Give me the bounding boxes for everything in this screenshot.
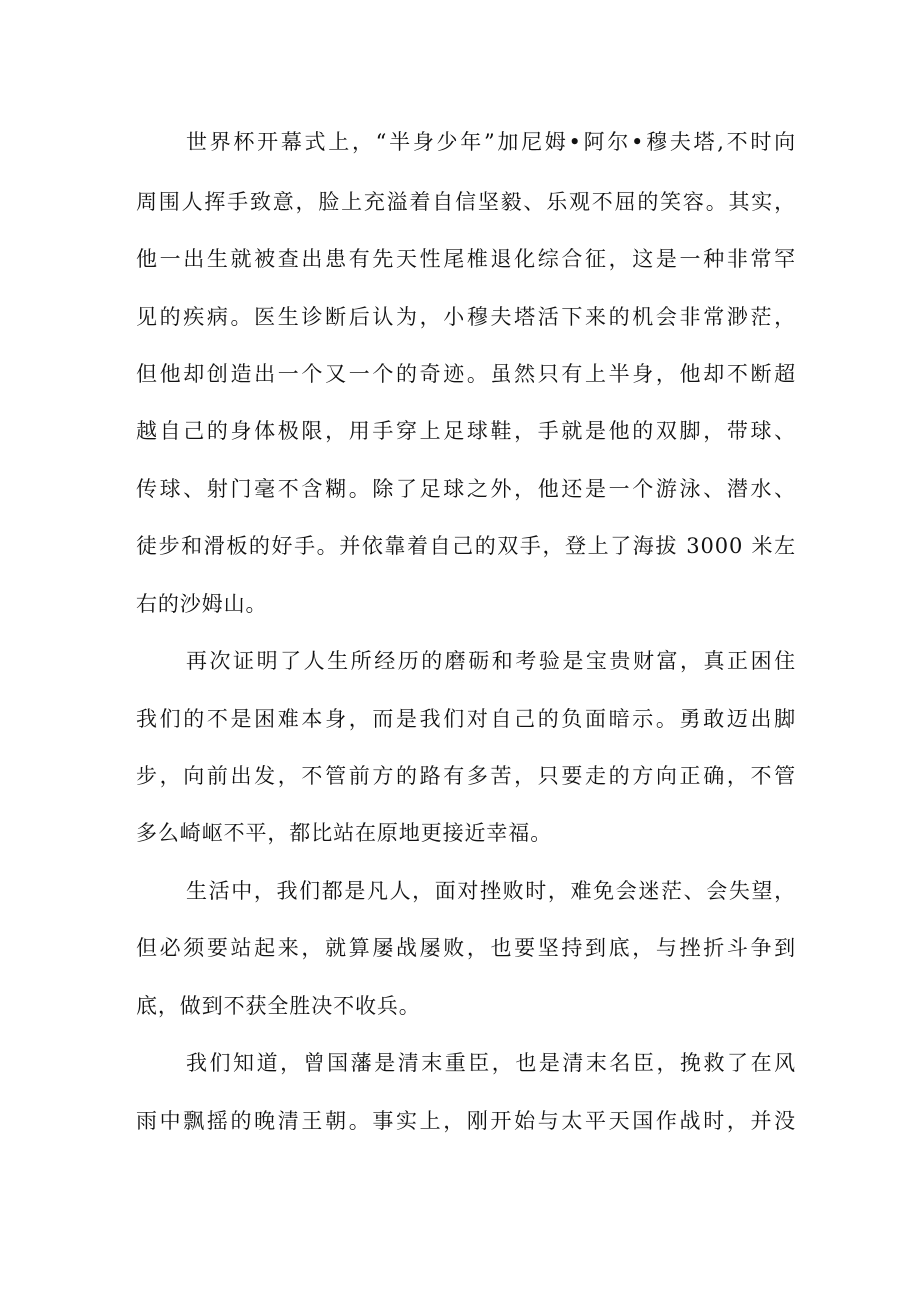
paragraph-1-line-1: 世界杯开幕式上，“半身少年”加尼姆•阿尔•穆夫塔,不时向 (186, 130, 796, 154)
paragraph-1-line-9: 右的沙姆山。 (136, 592, 268, 616)
paragraph-2-line-3: 步，向前出发，不管前方的路有多苦，只要走的方向正确，不管 (136, 764, 796, 788)
paragraph-1-line-5: 但他却创造出一个又一个的奇迹。虽然只有上半身，他却不断超 (136, 362, 796, 386)
paragraph-1-line-7: 传球、射门毫不含糊。除了足球之外，他还是一个游泳、潜水、 (136, 477, 796, 501)
paragraph-3-line-3: 底，做到不获全胜决不收兵。 (136, 994, 421, 1018)
paragraph-1-line-8: 徒步和滑板的好手。并依靠着自己的双手，登上了海拔 3000 米左 (136, 534, 796, 558)
paragraph-1-line-2: 周围人挥手致意，脸上充溢着自信坚毅、乐观不屈的笑容。其实， (136, 190, 796, 214)
paragraph-2-line-4: 多么崎岖不平，都比站在原地更接近幸福。 (136, 821, 553, 845)
paragraph-1-line-4: 见的疾病。医生诊断后认为，小穆夫塔活下来的机会非常渺茫， (136, 305, 796, 329)
paragraph-3-line-1: 生活中，我们都是凡人，面对挫败时，难免会迷茫、会失望， (186, 879, 796, 903)
paragraph-2-line-2: 我们的不是困难本身，而是我们对自己的负面暗示。勇敢迈出脚 (136, 707, 796, 731)
paragraph-1-line-6: 越自己的身体极限，用手穿上足球鞋，手就是他的双脚，带球、 (136, 419, 796, 443)
paragraph-1-line-3: 他一出生就被查出患有先天性尾椎退化综合征，这是一种非常罕 (136, 247, 796, 271)
paragraph-4-line-2: 雨中飘摇的晚清王朝。事实上，刚开始与太平天国作战时，并没 (136, 1109, 796, 1133)
paragraph-3-line-2: 但必须要站起来，就算屡战屡败，也要坚持到底，与挫折斗争到 (136, 936, 796, 960)
paragraph-2-line-1: 再次证明了人生所经历的磨砺和考验是宝贵财富，真正困住 (186, 649, 796, 673)
paragraph-4-line-1: 我们知道，曾国藩是清末重臣，也是清末名臣，挽救了在风 (186, 1051, 796, 1075)
